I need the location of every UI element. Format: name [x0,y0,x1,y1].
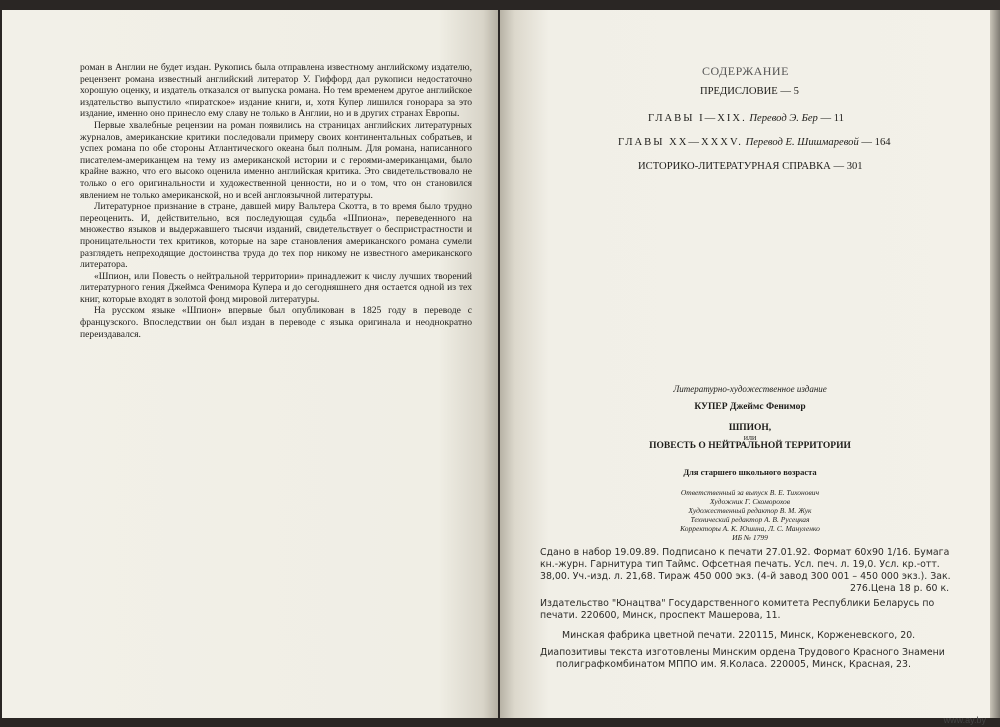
edition-type: Литературно-художественное издание [673,384,827,394]
toc-translator: Перевод Е. Шишмаревой [745,137,859,148]
paragraph: На русском языке «Шпион» впервые был опубликован в 1825 году в переводе с французского. Впоследствии он был издан в переводе с языка оригинала и неоднократно переиздавался. [80,305,472,340]
paragraph: «Шпион, или Повесть о нейтральной территории» принадлежит к числу лучших творений литературного гения Джеймса Фенимора Купера и до сегодняшнего дня остается одной из тех книг, которые входят в золотой фонд мировой литературы. [80,270,472,305]
print-line: кн.-журн. Гарнитура тип Таймс. Офсетная печать. Усл. печ. л. 19,0. Усл. кр.-отт. [540,559,940,570]
book-title [580,424,920,451]
toc-chapters-2 [618,137,891,148]
staff-line: Корректоры А. К. Юшина, Л. С. Мануленко [680,524,820,533]
afterword-text [80,62,472,340]
paragraph: Первые хвалебные рецензии на роман появились на страницах английских литературных журналов, американские критики последовали примеру своих континентальных собратьев, и успех романа по обе стороны Атлантического океана был полным. Для романа, написанного писателем-американцем на тему из американской истории и с героями-американцами, было крайне важно, что его высоко оценила именно английская критика. Это свидетельствовало не только о его оригинальности и художественной ценности, но и о том, что он становился явлением не только американской, но и всей англоязычной литературы. [80,119,472,201]
print-line: 276.Цена 18 р. 60 к. [850,583,950,594]
toc-page: — 164 [861,137,891,148]
staff-line: Технический редактор А. В. Русецкая [690,515,810,524]
toc-translator: Перевод Э. Бер [749,113,818,124]
title-line: или [743,433,757,442]
staff-line: Художественный редактор В. М. Жук [688,506,812,515]
slides-info [540,647,965,671]
right-page [500,10,990,718]
toc-label: ГЛАВЫ XX—XXXV. [618,137,743,148]
factory-info: Минская фабрика цветной печати. 220115, Минск, Корженевского, 20. [562,630,916,641]
print-line: Сдано в набор 19.09.89. Подписано к печати 27.01.92. Формат 60х90 1/16. Бумага [540,547,950,558]
print-details [540,547,965,595]
toc-label: ГЛАВЫ I—XIX. [648,113,747,124]
author: КУПЕР Джеймс Фенимор [694,402,806,412]
staff-line: Ответственный за выпуск В. Е. Тихонович [680,488,820,497]
watermark: www.ay.by [943,715,986,725]
paragraph: Литературное признание в стране, давшей миру Вальтера Скотта, в то время было трудно переоценить. И, действительно, вся последующая судьба «Шпиона», переведенного на множество языков и выдержавшего тысячи изданий, свидетельствует о беспристрастности и проницательности тех критиков, которые на заре становления американского романа сумели разглядеть непреходящие достоинства труда до тех пор никому не известного американского литератора. [80,201,472,271]
toc-page: — 11 [820,113,844,124]
paragraph: роман в Англии не будет издан. Рукопись была отправлена известному английскому издателю, рецензент романа известный английский литератор У. Гиффорд дал рукописи недостаточно хорошую оценку, и издатель отказался от выпуска романа. Но тем временем другое английское издательство выпустило «пиратское» издание книги, и, хотя Купер лишился гонорара за это издание, именно оно принесло ему славу не только в Англии, но и в других странах Европы. [80,62,472,120]
toc-reference: ИСТОРИКО-ЛИТЕРАТУРНАЯ СПРАВКА — 301 [638,161,863,172]
staff-list [580,488,920,542]
page-edge [990,10,1000,718]
left-page [2,10,498,718]
slides-line: полиграфкомбинатом МППО им. Я.Коласа. 220005, Минск, Красная, 23. [556,659,911,670]
print-line: 38,00. Уч.-изд. л. 21,68. Тираж 450 000 экз. (4-й завод 300 001 – 450 000 экз.). Зак. [540,571,951,582]
toc-preface: ПРЕДИСЛОВИЕ — 5 [700,86,799,97]
staff-line: ИБ № 1799 [732,533,768,542]
title-line: ПОВЕСТЬ О НЕЙТРАЛЬНОЙ ТЕРРИТОРИИ [649,441,851,451]
audience: Для старшего школьного возраста [683,467,817,477]
title-line: ШПИОН, [728,423,772,433]
staff-line: Художник Г. Скоморохов [709,497,791,506]
slides-line: Диапозитивы текста изготовлены Минским ордена Трудового Красного Знамени [540,647,945,658]
publisher-info [540,598,965,622]
contents-title: СОДЕРЖАНИЕ [702,64,789,78]
publisher-line: печати. 220600, Минск, проспект Машерова, 11. [540,610,781,621]
publisher-line: Издательство "Юнацтва" Государственного комитета Республики Беларусь по [540,598,935,609]
toc-chapters-1 [648,113,844,124]
